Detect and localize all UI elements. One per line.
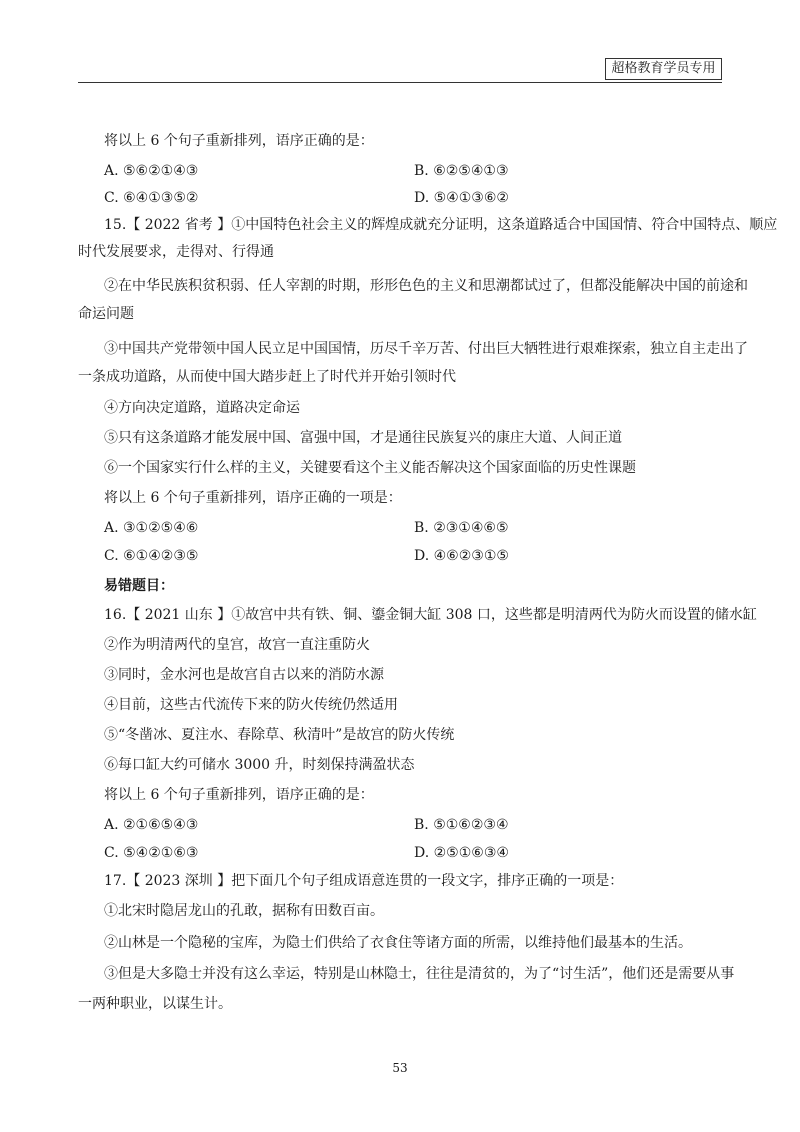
q16-sentence-5: ⑤“冬凿冰、夏注水、春除草、秋清叶”是故宫的防火传统: [104, 727, 455, 743]
q15-sentence-5: ⑤只有这条道路才能发展中国、富强中国，才是通往民族复兴的康庄大道、人间正道: [104, 430, 622, 446]
q15-option-b: B. ②③①④⑥⑤: [414, 520, 509, 536]
q15-sentence-6: ⑥一个国家实行什么样的主义，关键要看这个主义能否解决这个国家面临的历史性课题: [104, 460, 636, 476]
q15-sentence-4: ④方向决定道路，道路决定命运: [104, 400, 300, 416]
q14-prompt: 将以上 6 个句子重新排列，语序正确的是：: [104, 133, 374, 149]
section-heading: 易错题目：: [104, 578, 174, 594]
q16-option-a: A. ②①⑥⑤④③: [104, 817, 199, 833]
q16-sentence-3: ③同时，金水河也是故宫自古以来的消防水源: [104, 667, 384, 683]
q17-sentence-3-cont: 一两种职业，以谋生计。: [78, 996, 232, 1012]
q14-option-d: D. ⑤④①③⑥②: [414, 190, 509, 206]
q14-option-c: C. ⑥④①③⑤②: [104, 190, 199, 206]
q17-stem: 17.【 2023 深圳 】把下面几个句子组成语意连贯的一段文字，排序正确的一项是：: [104, 873, 624, 889]
q15-stem-cont: 时代发展要求，走得对、行得通: [78, 244, 274, 260]
page-number: 53: [392, 1061, 408, 1075]
q15-option-c: C. ⑥①④②③⑤: [104, 548, 199, 564]
q15-sentence-2: ②在中华民族积贫积弱、任人宰割的时期，形形色色的主义和思潮都试过了，但都没能解决中国的前途和: [104, 278, 748, 294]
q14-option-a: A. ⑤⑥②①④③: [104, 163, 199, 179]
q16-option-b: B. ⑤①⑥②③④: [414, 817, 509, 833]
q16-sentence-2: ②作为明清两代的皇宫，故宫一直注重防火: [104, 637, 370, 653]
q16-prompt: 将以上 6 个句子重新排列，语序正确的是：: [104, 787, 374, 803]
q14-option-b: B. ⑥②⑤④①③: [414, 163, 509, 179]
q16-sentence-6: ⑥每口缸大约可储水 3000 升，时刻保持满盈状态: [104, 757, 415, 773]
q15-sentence-2-cont: 命运问题: [78, 306, 134, 322]
q16-stem: 16.【 2021 山东 】①故宫中共有铁、铜、鎏金铜大缸 308 口，这些都是明清两代为防火而设置的储水缸: [104, 607, 757, 623]
q17-sentence-1: ①北宋时隐居龙山的孔敢，据称有田数百亩。: [104, 903, 384, 919]
q15-stem: 15.【 2022 省考 】①中国特色社会主义的辉煌成就充分证明，这条道路适合中国国情、符合中国特点、顺应: [104, 217, 778, 233]
q16-option-d: D. ②⑤①⑥③④: [414, 845, 509, 861]
q15-option-a: A. ③①②⑤④⑥: [104, 520, 199, 536]
q16-option-c: C. ⑤④②①⑥③: [104, 845, 199, 861]
q15-sentence-3: ③中国共产党带领中国人民立足中国国情，历尽千辛万苦、付出巨大牺牲进行艰难探索，独立自主走出了: [104, 341, 748, 357]
q15-sentence-3-cont: 一条成功道路，从而使中国大踏步赶上了时代并开始引领时代: [78, 369, 456, 385]
q17-sentence-2: ②山林是一个隐秘的宝库，为隐士们供给了衣食住等诸方面的所需，以维持他们最基本的生活。: [104, 935, 692, 951]
q15-prompt: 将以上 6 个句子重新排列，语序正确的一项是：: [104, 490, 402, 506]
q17-sentence-3: ③但是大多隐士并没有这么幸运，特别是山林隐士，往往是清贫的，为了“讨生活”，他们还是需要从事: [104, 966, 735, 982]
q15-option-d: D. ④⑥②③①⑤: [414, 548, 509, 564]
q16-sentence-4: ④目前，这些古代流传下来的防火传统仍然适用: [104, 697, 398, 713]
header-badge: 超格教育学员专用: [605, 58, 722, 80]
